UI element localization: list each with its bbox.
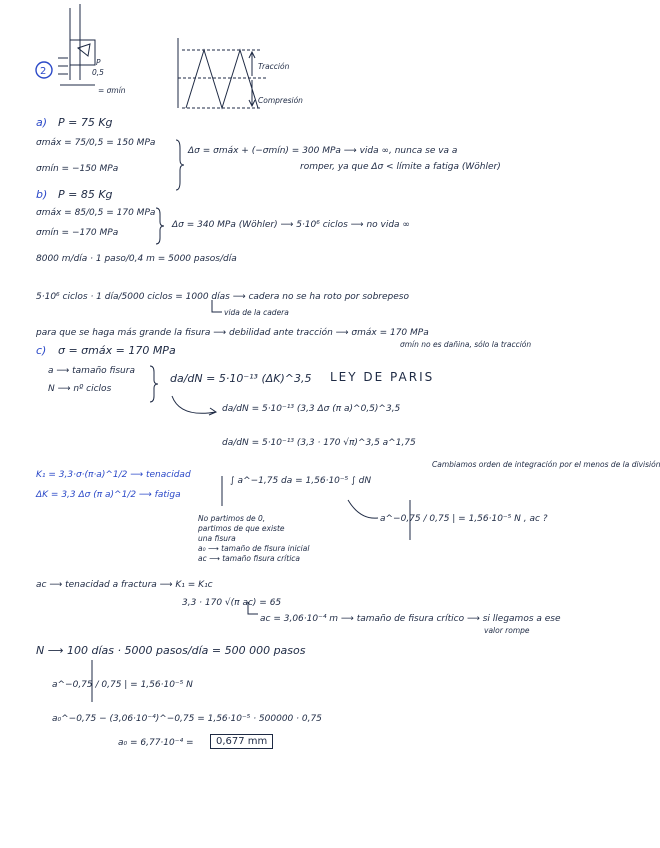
integral-eq: ∫ a^−1,75 da = 1,56·10⁻⁵ ∫ dN: [230, 476, 372, 486]
part-a-smin: σmín = −150 MPa: [36, 164, 119, 174]
part-b-label: b): [36, 188, 48, 201]
p-frac-top: P: [96, 58, 101, 67]
paris-title: LEY DE PARIS: [330, 370, 435, 384]
part-a-delta: Δσ = σmáx + (−σmín) = 300 MPa ⟶ vida ∞, nunca se va a: [188, 146, 458, 156]
brace-b: [156, 208, 164, 244]
brace-a: [176, 140, 184, 190]
arrow-integral: [348, 500, 378, 518]
part-a-load: P = 75 Kg: [58, 116, 113, 129]
swap-note: Cambiamos orden de integración por el menos de la división: [432, 460, 660, 469]
part-b-load: P = 85 Kg: [58, 188, 113, 201]
part-b-days-note: vida de la cadera: [224, 308, 289, 317]
part-b-smin: σmín = −170 MPa: [36, 228, 119, 238]
note-4: a₀ ⟶ tamaño de fisura inicial: [198, 544, 310, 553]
paris-eq-3: da/dN = 5·10⁻¹³ (3,3 · 170 √π)^3,5 a^1,75: [222, 438, 416, 448]
a0-boxed-answer: 0,677 mm: [210, 734, 273, 749]
part-c-label: c): [36, 344, 47, 357]
part-a-smax: σmáx = 75/0,5 = 150 MPa: [36, 138, 156, 148]
k1-definition: K₁ = 3,3·σ·(π·a)^1/2 ⟶ tenacidad: [36, 470, 191, 480]
a0-equation: a₀^−0,75 − (3,06·10⁻⁴)^−0,75 = 1,56·10⁻⁵ · 500000 · 0,75: [52, 714, 322, 724]
part-c-n-def: N ⟶ nº ciclos: [48, 384, 112, 394]
note-3: una fisura: [198, 534, 236, 543]
n-line: N ⟶ 100 días · 5000 pasos/día = 500 000 pasos: [36, 644, 306, 657]
note-1: No partimos de 0,: [198, 514, 266, 523]
brace-c: [150, 366, 158, 402]
paris-eq-2: da/dN = 5·10⁻¹³ (3,3 Δσ (π a)^0,5)^3,5: [222, 404, 401, 414]
part-b-smax: σmáx = 85/0,5 = 170 MPa: [36, 208, 156, 218]
arrow-paris: [172, 396, 216, 413]
part-c-intro-note: σmín no es dañina, sólo la tracción: [400, 340, 532, 349]
ac-value: ac = 3,06·10⁻⁴ m ⟶ tamaño de fisura crítico ⟶ si llegamos a ese: [260, 614, 561, 624]
part-b-delta: Δσ = 340 MPa (Wöhler) ⟶ 5·10⁶ ciclos ⟶ no vida ∞: [172, 220, 410, 230]
paris-equation: da/dN = 5·10⁻¹³ (ΔK)^3,5: [170, 372, 312, 385]
svg-text:2: 2: [40, 66, 47, 77]
part-a-delta-2: romper, ya que Δσ < límite a fatiga (Wöhler): [300, 162, 501, 172]
traccion-label: Tracción: [258, 62, 290, 71]
ac-line: ac ⟶ tenacidad a fractura ⟶ K₁ = K₁c: [36, 580, 213, 590]
part-c-a-def: a ⟶ tamaño fisura: [48, 366, 135, 376]
a0-result: a₀ = 6,77·10⁻⁴ =: [118, 738, 194, 748]
sigma-min-label: = σmín: [98, 86, 126, 95]
note-2: partimos de que existe: [198, 524, 285, 533]
part-b-conversion: 8000 m/día · 1 paso/0,4 m = 5000 pasos/día: [36, 254, 237, 264]
p-frac-bottom: 0,5: [92, 68, 104, 77]
ac-equation: 3,3 · 170 √(π ac) = 65: [182, 598, 282, 608]
note-5: ac ⟶ tamaño fisura crítica: [198, 554, 301, 563]
integral-result: a^−0,75 / 0,75 | = 1,56·10⁻⁵ N , ac ?: [380, 514, 548, 524]
n-integral: a^−0,75 / 0,75 | = 1,56·10⁻⁵ N: [52, 680, 193, 690]
part-a-label: a): [36, 116, 48, 129]
part-c-sigma: σ = σmáx = 170 MPa: [58, 344, 176, 357]
hip-load-sketch: [58, 4, 95, 85]
ac-value-2: valor rompe: [484, 626, 530, 635]
part-c-intro: para que se haga más grande la fisura ⟶ debilidad ante tracción ⟶ σmáx = 170 MPa: [36, 328, 429, 338]
part-b-days: 5·10⁶ ciclos · 1 día/5000 ciclos = 1000 días ⟶ cadera no se ha roto por sobrepeso: [36, 292, 409, 302]
stress-waveform: [178, 38, 268, 108]
compresion-label: Compresión: [258, 96, 303, 105]
delta-k-definition: ΔK = 3,3 Δσ (π a)^1/2 ⟶ fatiga: [36, 490, 181, 500]
